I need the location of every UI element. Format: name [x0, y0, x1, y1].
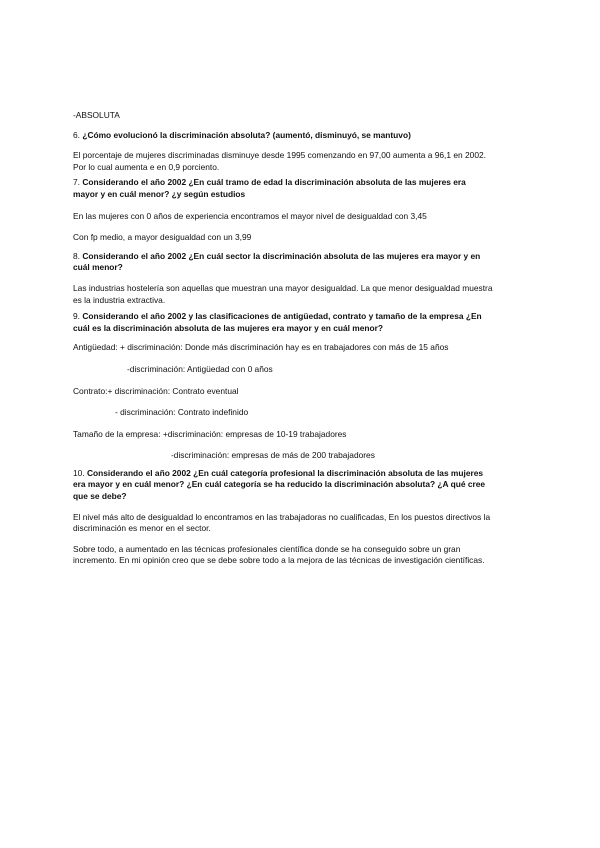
answer-8-line-1: Las industrias hostelería son aquellas que muestran una mayor desigualdad. La que menor desigualdad muestra: [73, 282, 493, 293]
question-10: [73, 468, 535, 503]
question-8: [73, 251, 535, 274]
section-heading: -ABSOLUTA: [73, 110, 120, 120]
question-9: [73, 311, 535, 334]
question-9-line-1: Considerando el año 2002 y las clasificaciones de antigüedad, contrato y tamaño de la empresa ¿En: [82, 311, 482, 322]
answer-8: [73, 283, 535, 306]
question-10-line-1: Considerando el año 2002 ¿En cuál categoría profesional la discriminación absoluta de las mujeres: [86, 467, 484, 478]
answer-9-antiguedad-more: Antigüedad: + discriminación: Donde más discriminación hay es en trabajadores con más de 15 años: [73, 342, 449, 353]
answer-6-line-2: Por lo cual aumenta e en 0,9 porciento.: [73, 161, 220, 172]
answer-9-antiguedad-less: -discriminación: Antigüedad con 0 años: [127, 363, 273, 374]
answer-7-line-1: En las mujeres con 0 años de experiencia encontramos el mayor nivel de desigualdad con 3,45: [73, 210, 427, 221]
question-6-text: ¿Cómo evolucionó la discriminación absoluta? (aumentó, disminuyó, se mantuvo): [82, 129, 411, 140]
answer-7-line-2: Con fp medio, a mayor desigualdad con un 3,99: [73, 232, 252, 243]
question-7-line-2: mayor y en cuál menor? ¿y según estudios: [73, 188, 246, 199]
question-6: [73, 130, 535, 142]
answer-9-contrato-more: Contrato:+ discriminación: Contrato eventual: [73, 385, 239, 396]
document-page: [73, 110, 535, 567]
answer-10-paragraph-1: [73, 512, 535, 535]
answer-6-line-1: El porcentaje de mujeres discriminadas disminuye desde 1995 comenzando en 97,00 aumenta a 96,1 en 2002.: [73, 150, 486, 161]
question-6-number: 6.: [73, 129, 80, 140]
question-8-number: 8.: [73, 250, 80, 261]
answer-10-p2-line-1: Sobre todo, a aumentado en las técnicas profesionales científica donde se ha conseguido sobre un gran: [73, 543, 461, 554]
question-9-line-2: cuál es la discriminación absoluta de las mujeres era mayor y en cuál menor?: [73, 322, 384, 333]
answer-9-contrato-less: - discriminación: Contrato indefinido: [115, 407, 249, 418]
answer-10-p2-line-2: incremento. En mi opinión creo que se debe sobre todo a la mejora de las técnicas de investigación científicas.: [73, 555, 485, 566]
question-10-number: 10.: [73, 467, 85, 478]
answer-10-paragraph-2: [73, 544, 535, 567]
answer-6: [73, 150, 535, 173]
question-10-line-2: era mayor y en cuál menor? ¿En cuál categoría se ha reducido la discriminación absoluta? ¿A qué cree: [73, 479, 486, 490]
question-8-line-1: Considerando el año 2002 ¿En cuál sector la discriminación absoluta de las mujeres era mayor y en: [82, 250, 481, 261]
question-7-line-1: Considerando el año 2002 ¿En cuál tramo de edad la discriminación absoluta de las mujeres era: [82, 177, 466, 188]
answer-8-line-2: es la industria extractiva.: [73, 294, 166, 305]
question-7: [73, 177, 535, 200]
answer-10-p1-line-2: discriminación es menor en el sector.: [73, 523, 211, 534]
question-9-number: 9.: [73, 311, 80, 322]
answer-9-tamano-less: -discriminación: empresas de más de 200 trabajadores: [171, 450, 375, 461]
answer-9-tamano-more: Tamaño de la empresa: +discriminación: empresas de 10-19 trabajadores: [73, 428, 347, 439]
question-7-number: 7.: [73, 177, 80, 188]
question-8-line-2: cuál menor?: [73, 262, 123, 273]
question-10-line-3: que se debe?: [73, 491, 127, 502]
answer-10-p1-line-1: El nivel más alto de desigualdad lo encontramos en las trabajadoras no cualificadas, En los puestos directivos la: [73, 511, 491, 522]
